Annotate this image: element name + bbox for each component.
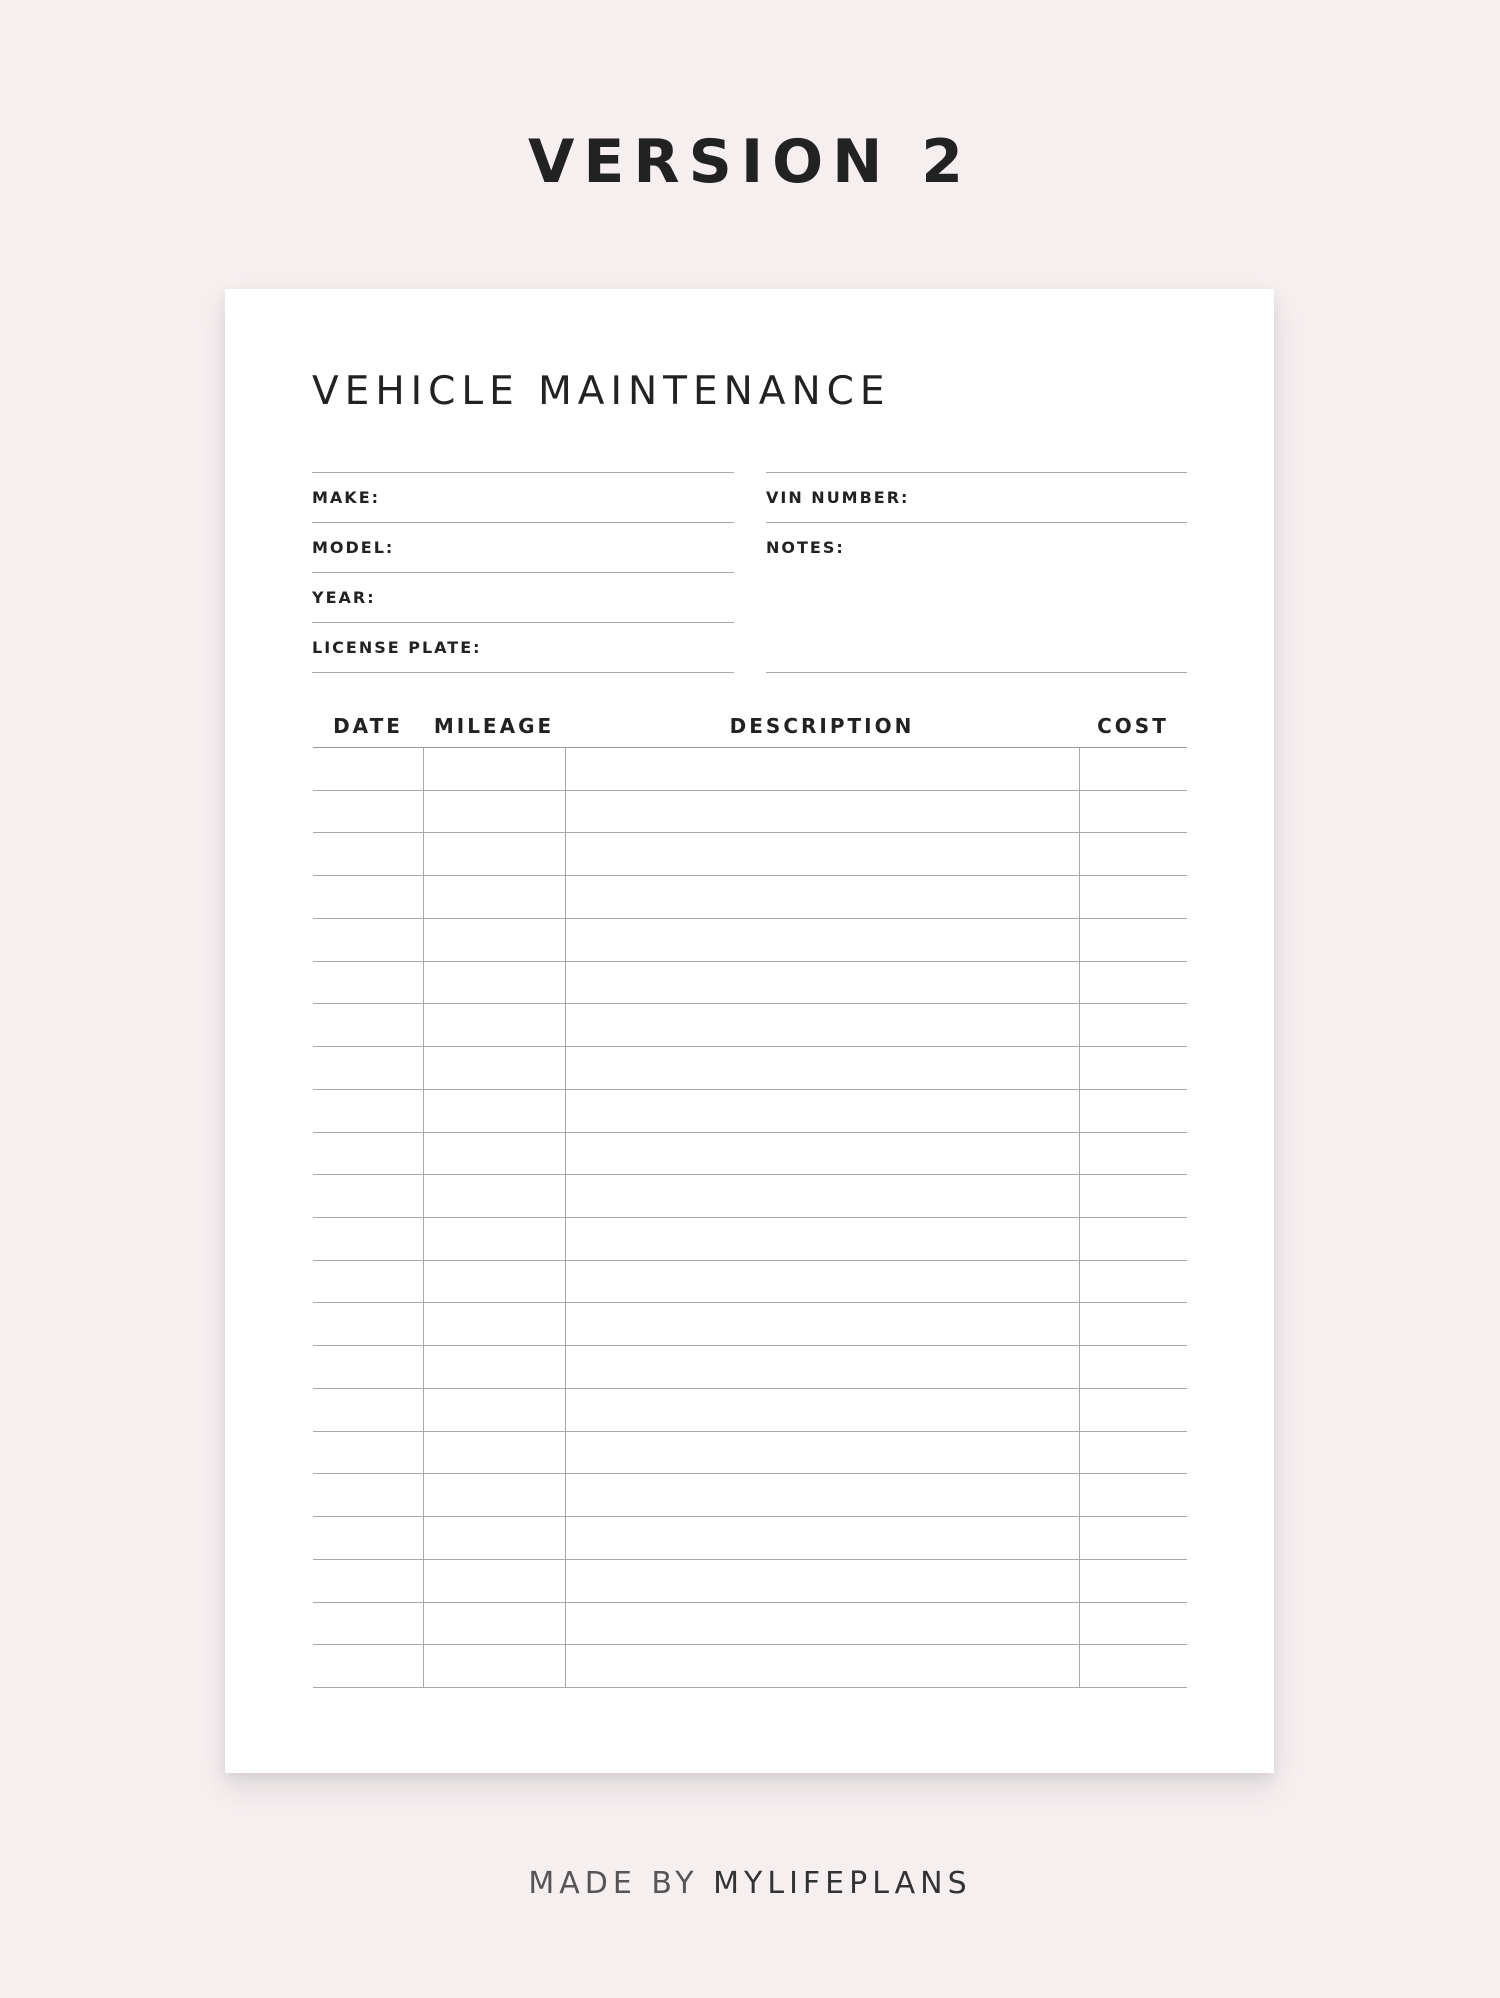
column-header-date: DATE <box>333 714 403 738</box>
cost-cell[interactable] <box>1079 791 1187 833</box>
license-plate-label: LICENSE PLATE: <box>312 638 482 657</box>
date-cell[interactable] <box>313 1389 423 1431</box>
date-cell[interactable] <box>313 1303 423 1345</box>
table-row <box>313 1175 1187 1218</box>
mileage-cell[interactable] <box>423 962 565 1004</box>
mileage-cell[interactable] <box>423 1346 565 1388</box>
mileage-cell[interactable] <box>423 1389 565 1431</box>
mileage-cell[interactable] <box>423 1004 565 1046</box>
mileage-cell[interactable] <box>423 1603 565 1645</box>
planner-sheet <box>225 289 1274 1773</box>
mileage-cell[interactable] <box>423 1175 565 1217</box>
table-row <box>313 919 1187 962</box>
column-header-description: DESCRIPTION <box>729 714 915 738</box>
cost-cell[interactable] <box>1079 1004 1187 1046</box>
cost-cell[interactable] <box>1079 1218 1187 1260</box>
table-row <box>313 1303 1187 1346</box>
description-cell[interactable] <box>565 1645 1079 1687</box>
table-row <box>313 1389 1187 1432</box>
description-cell[interactable] <box>565 791 1079 833</box>
description-cell[interactable] <box>565 919 1079 961</box>
description-cell[interactable] <box>565 1560 1079 1602</box>
description-cell[interactable] <box>565 1047 1079 1089</box>
description-cell[interactable] <box>565 1004 1079 1046</box>
cost-cell[interactable] <box>1079 1474 1187 1516</box>
cost-cell[interactable] <box>1079 1560 1187 1602</box>
cost-cell[interactable] <box>1079 1303 1187 1345</box>
date-cell[interactable] <box>313 919 423 961</box>
description-cell[interactable] <box>565 1175 1079 1217</box>
table-row <box>313 1560 1187 1603</box>
date-cell[interactable] <box>313 1645 423 1687</box>
table-row <box>313 962 1187 1005</box>
table-row <box>313 1346 1187 1389</box>
table-row <box>313 1047 1187 1090</box>
footer-made-by: MADE BY <box>528 1866 699 1901</box>
description-cell[interactable] <box>565 1218 1079 1260</box>
table-row <box>313 1090 1187 1133</box>
date-cell[interactable] <box>313 876 423 918</box>
mileage-cell[interactable] <box>423 791 565 833</box>
vin-number-label: VIN NUMBER: <box>766 488 910 507</box>
cost-cell[interactable] <box>1079 1133 1187 1175</box>
column-header-mileage: MILEAGE <box>433 714 555 738</box>
table-row <box>313 1133 1187 1176</box>
cost-cell[interactable] <box>1079 1090 1187 1132</box>
year-label: YEAR: <box>312 588 376 607</box>
description-cell[interactable] <box>565 1261 1079 1303</box>
right-field-top-rule <box>766 472 1187 473</box>
date-cell[interactable] <box>313 1474 423 1516</box>
date-cell[interactable] <box>313 748 423 790</box>
cost-cell[interactable] <box>1079 919 1187 961</box>
mileage-cell[interactable] <box>423 876 565 918</box>
version-title: VERSION 2 <box>527 127 973 197</box>
table-row <box>313 1645 1187 1688</box>
year-field-line[interactable] <box>312 622 734 623</box>
date-cell[interactable] <box>313 1004 423 1046</box>
cost-cell[interactable] <box>1079 962 1187 1004</box>
date-cell[interactable] <box>313 1133 423 1175</box>
description-cell[interactable] <box>565 962 1079 1004</box>
license-plate-field-line[interactable] <box>312 672 734 673</box>
description-cell[interactable] <box>565 1389 1079 1431</box>
mileage-cell[interactable] <box>423 1560 565 1602</box>
description-cell[interactable] <box>565 1133 1079 1175</box>
mileage-cell[interactable] <box>423 1218 565 1260</box>
vin-number-field-line[interactable] <box>766 522 1187 523</box>
date-cell[interactable] <box>313 791 423 833</box>
cost-cell[interactable] <box>1079 1261 1187 1303</box>
description-cell[interactable] <box>565 1432 1079 1474</box>
description-cell[interactable] <box>565 1603 1079 1645</box>
table-row <box>313 833 1187 876</box>
description-cell[interactable] <box>565 876 1079 918</box>
date-cell[interactable] <box>313 1047 423 1089</box>
make-label: MAKE: <box>312 488 381 507</box>
column-header-cost: COST <box>1097 714 1169 738</box>
date-cell[interactable] <box>313 1090 423 1132</box>
description-cell[interactable] <box>565 1303 1079 1345</box>
mileage-cell[interactable] <box>423 919 565 961</box>
table-row <box>313 1603 1187 1646</box>
date-cell[interactable] <box>313 1560 423 1602</box>
date-cell[interactable] <box>313 1218 423 1260</box>
mileage-cell[interactable] <box>423 1474 565 1516</box>
cost-cell[interactable] <box>1079 833 1187 875</box>
mileage-cell[interactable] <box>423 833 565 875</box>
description-cell[interactable] <box>565 1346 1079 1388</box>
cost-cell[interactable] <box>1079 1389 1187 1431</box>
description-cell[interactable] <box>565 1090 1079 1132</box>
date-cell[interactable] <box>313 833 423 875</box>
mileage-cell[interactable] <box>423 1133 565 1175</box>
maintenance-log-table <box>313 747 1187 1687</box>
sheet-title: VEHICLE MAINTENANCE <box>312 369 891 414</box>
table-row <box>313 1432 1187 1475</box>
cost-cell[interactable] <box>1079 876 1187 918</box>
date-cell[interactable] <box>313 1603 423 1645</box>
mileage-cell[interactable] <box>423 1090 565 1132</box>
footer-credit <box>0 1864 1500 1904</box>
table-row <box>313 1261 1187 1304</box>
make-field-line[interactable] <box>312 522 734 523</box>
mileage-cell[interactable] <box>423 1517 565 1559</box>
footer-brand: MYLIFEPLANS <box>713 1866 972 1901</box>
date-cell[interactable] <box>313 1517 423 1559</box>
date-cell[interactable] <box>313 1175 423 1217</box>
mileage-cell[interactable] <box>423 1047 565 1089</box>
model-field-line[interactable] <box>312 572 734 573</box>
description-cell[interactable] <box>565 1474 1079 1516</box>
cost-cell[interactable] <box>1079 1047 1187 1089</box>
cost-cell[interactable] <box>1079 748 1187 790</box>
table-row <box>313 748 1187 791</box>
date-cell[interactable] <box>313 1432 423 1474</box>
cost-cell[interactable] <box>1079 1645 1187 1687</box>
description-cell[interactable] <box>565 833 1079 875</box>
mileage-cell[interactable] <box>423 1432 565 1474</box>
date-cell[interactable] <box>313 1261 423 1303</box>
table-row <box>313 1474 1187 1517</box>
table-row <box>313 1517 1187 1560</box>
table-row <box>313 1004 1187 1047</box>
mileage-cell[interactable] <box>423 1645 565 1687</box>
mileage-cell[interactable] <box>423 748 565 790</box>
left-field-top-rule <box>312 472 734 473</box>
date-cell[interactable] <box>313 1346 423 1388</box>
cost-cell[interactable] <box>1079 1346 1187 1388</box>
cost-cell[interactable] <box>1079 1517 1187 1559</box>
table-row <box>313 1218 1187 1261</box>
description-cell[interactable] <box>565 748 1079 790</box>
table-row <box>313 876 1187 919</box>
notes-label: NOTES: <box>766 538 845 557</box>
description-cell[interactable] <box>565 1517 1079 1559</box>
date-cell[interactable] <box>313 962 423 1004</box>
cost-cell[interactable] <box>1079 1432 1187 1474</box>
mileage-cell[interactable] <box>423 1261 565 1303</box>
cost-cell[interactable] <box>1079 1175 1187 1217</box>
model-label: MODEL: <box>312 538 395 557</box>
cost-cell[interactable] <box>1079 1603 1187 1645</box>
notes-field-line[interactable] <box>766 672 1187 673</box>
table-row <box>313 791 1187 834</box>
mileage-cell[interactable] <box>423 1303 565 1345</box>
